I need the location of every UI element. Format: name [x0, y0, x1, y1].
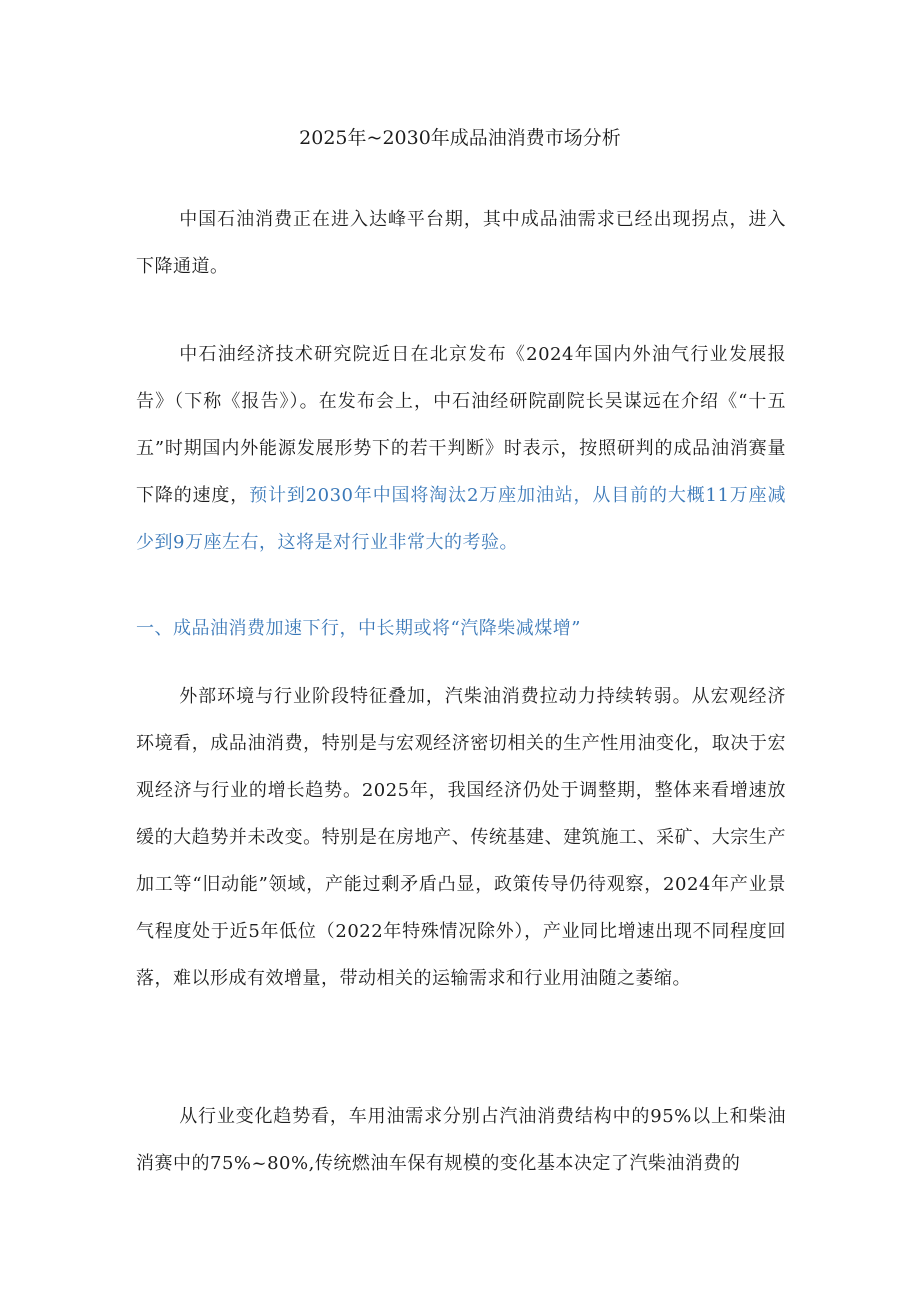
- paragraph-macro-environment: 外部环境与行业阶段特征叠加，汽柴油消费拉动力持续转弱。从宏观经济环境看，成品油消费，特别是与宏观经济密切相关的生产性用油变化，取决于宏观经济与行业的增长趋势。2025年，我国经济仍处于调整期，整体来看增速放缓的大趋势并未改变。特别是在房地产、传统基建、建筑施工、采矿、大宗生产加工等“旧动能”领域，产能过剩矛盾凸显，政策传导仍待观察，2024年产业景气程度处于近5年低位（2022年特殊情况除外），产业同比增速出现不同程度回落，难以形成有效增量，带动相关的运输需求和行业用油随之萎缩。: [136, 686, 786, 989]
- paragraph-report-text: 中石油经济技术研究院近日在北京发布《2024年国内外油气行业发展报告》（下称《报告》）。在发布会上，中石油经研院副院长吴谋远在介绍《“十五五”时期国内外能源发展形势下的若干判断》时表示，按照研判的成品油消赛量下降的速度，: [136, 344, 786, 506]
- paragraph-report-highlight: 预计到2030年中国将淘汰2万座加油站，从目前的大概11万座减少到9万座左右，这将是对行业非常大的考验。: [136, 485, 786, 553]
- section-heading-1: 一、成品油消费加速下行，中长期或将“汽降柴减煤增”: [136, 618, 581, 639]
- paragraph-report: [136, 331, 786, 566]
- paragraph-industry-trend: 从行业变化趋势看，车用油需求分别占汽油消费结构中的95%以上和柴油消赛中的75%~80%,传统燃油车保有规模的变化基本决定了汽柴油消费的: [136, 1106, 786, 1174]
- document-title: 2025年~2030年成品油消费市场分析: [299, 127, 621, 149]
- paragraph-intro: 中国石油消费正在进入达峰平台期，其中成品油需求已经出现拐点，进入下降通道。: [136, 209, 786, 277]
